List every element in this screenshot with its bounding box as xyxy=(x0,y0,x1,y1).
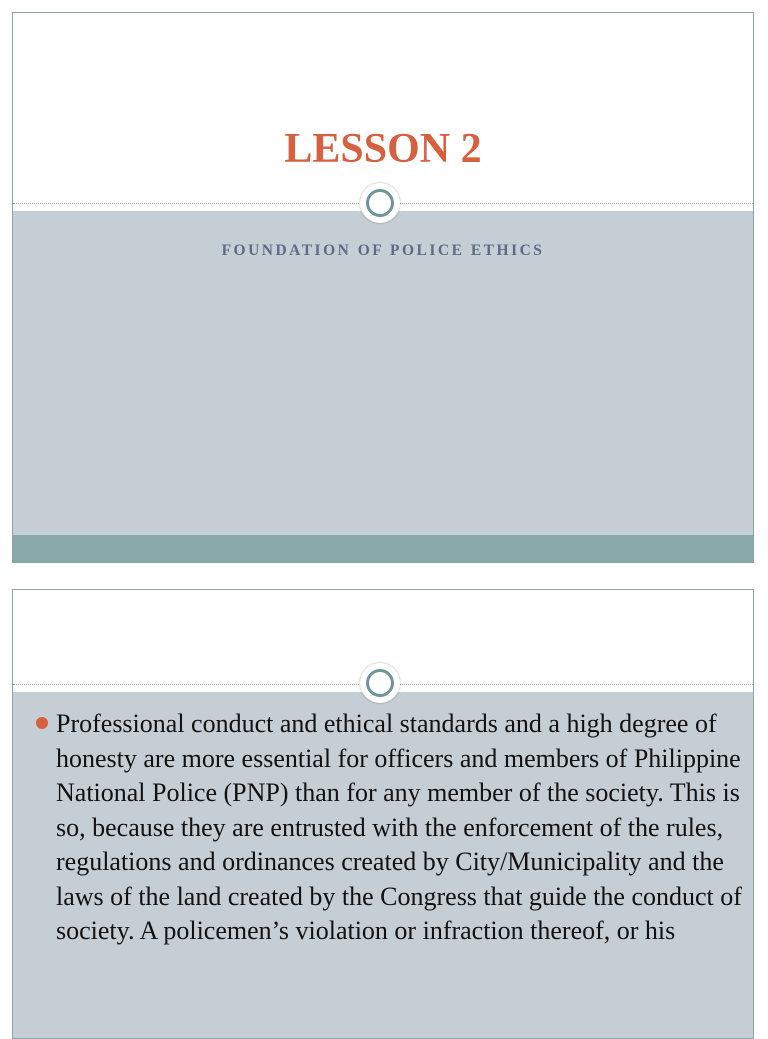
bullet-text: Professional conduct and ethical standards and a high degree of honesty are more essential for officers and members of Philippine National Police (PNP) than for any member of the society. This is so, because they are entrusted with the enforcement of the rules, regulations and ordinances created by City/Municipality and the laws of the land created by the Congress that guide the conduct of society. A policemen’s violation or infraction thereof, or his xyxy=(56,709,742,945)
content-slide xyxy=(12,589,754,1039)
footer-bar xyxy=(13,535,753,562)
ring-ornament-icon xyxy=(360,183,400,223)
bullet-icon xyxy=(36,717,48,729)
ring-ornament-icon xyxy=(360,663,400,703)
slide-subtitle: FOUNDATION OF POLICE ETHICS xyxy=(221,242,545,259)
slide-title: LESSON 2 xyxy=(284,126,482,172)
title-slide xyxy=(12,12,754,563)
